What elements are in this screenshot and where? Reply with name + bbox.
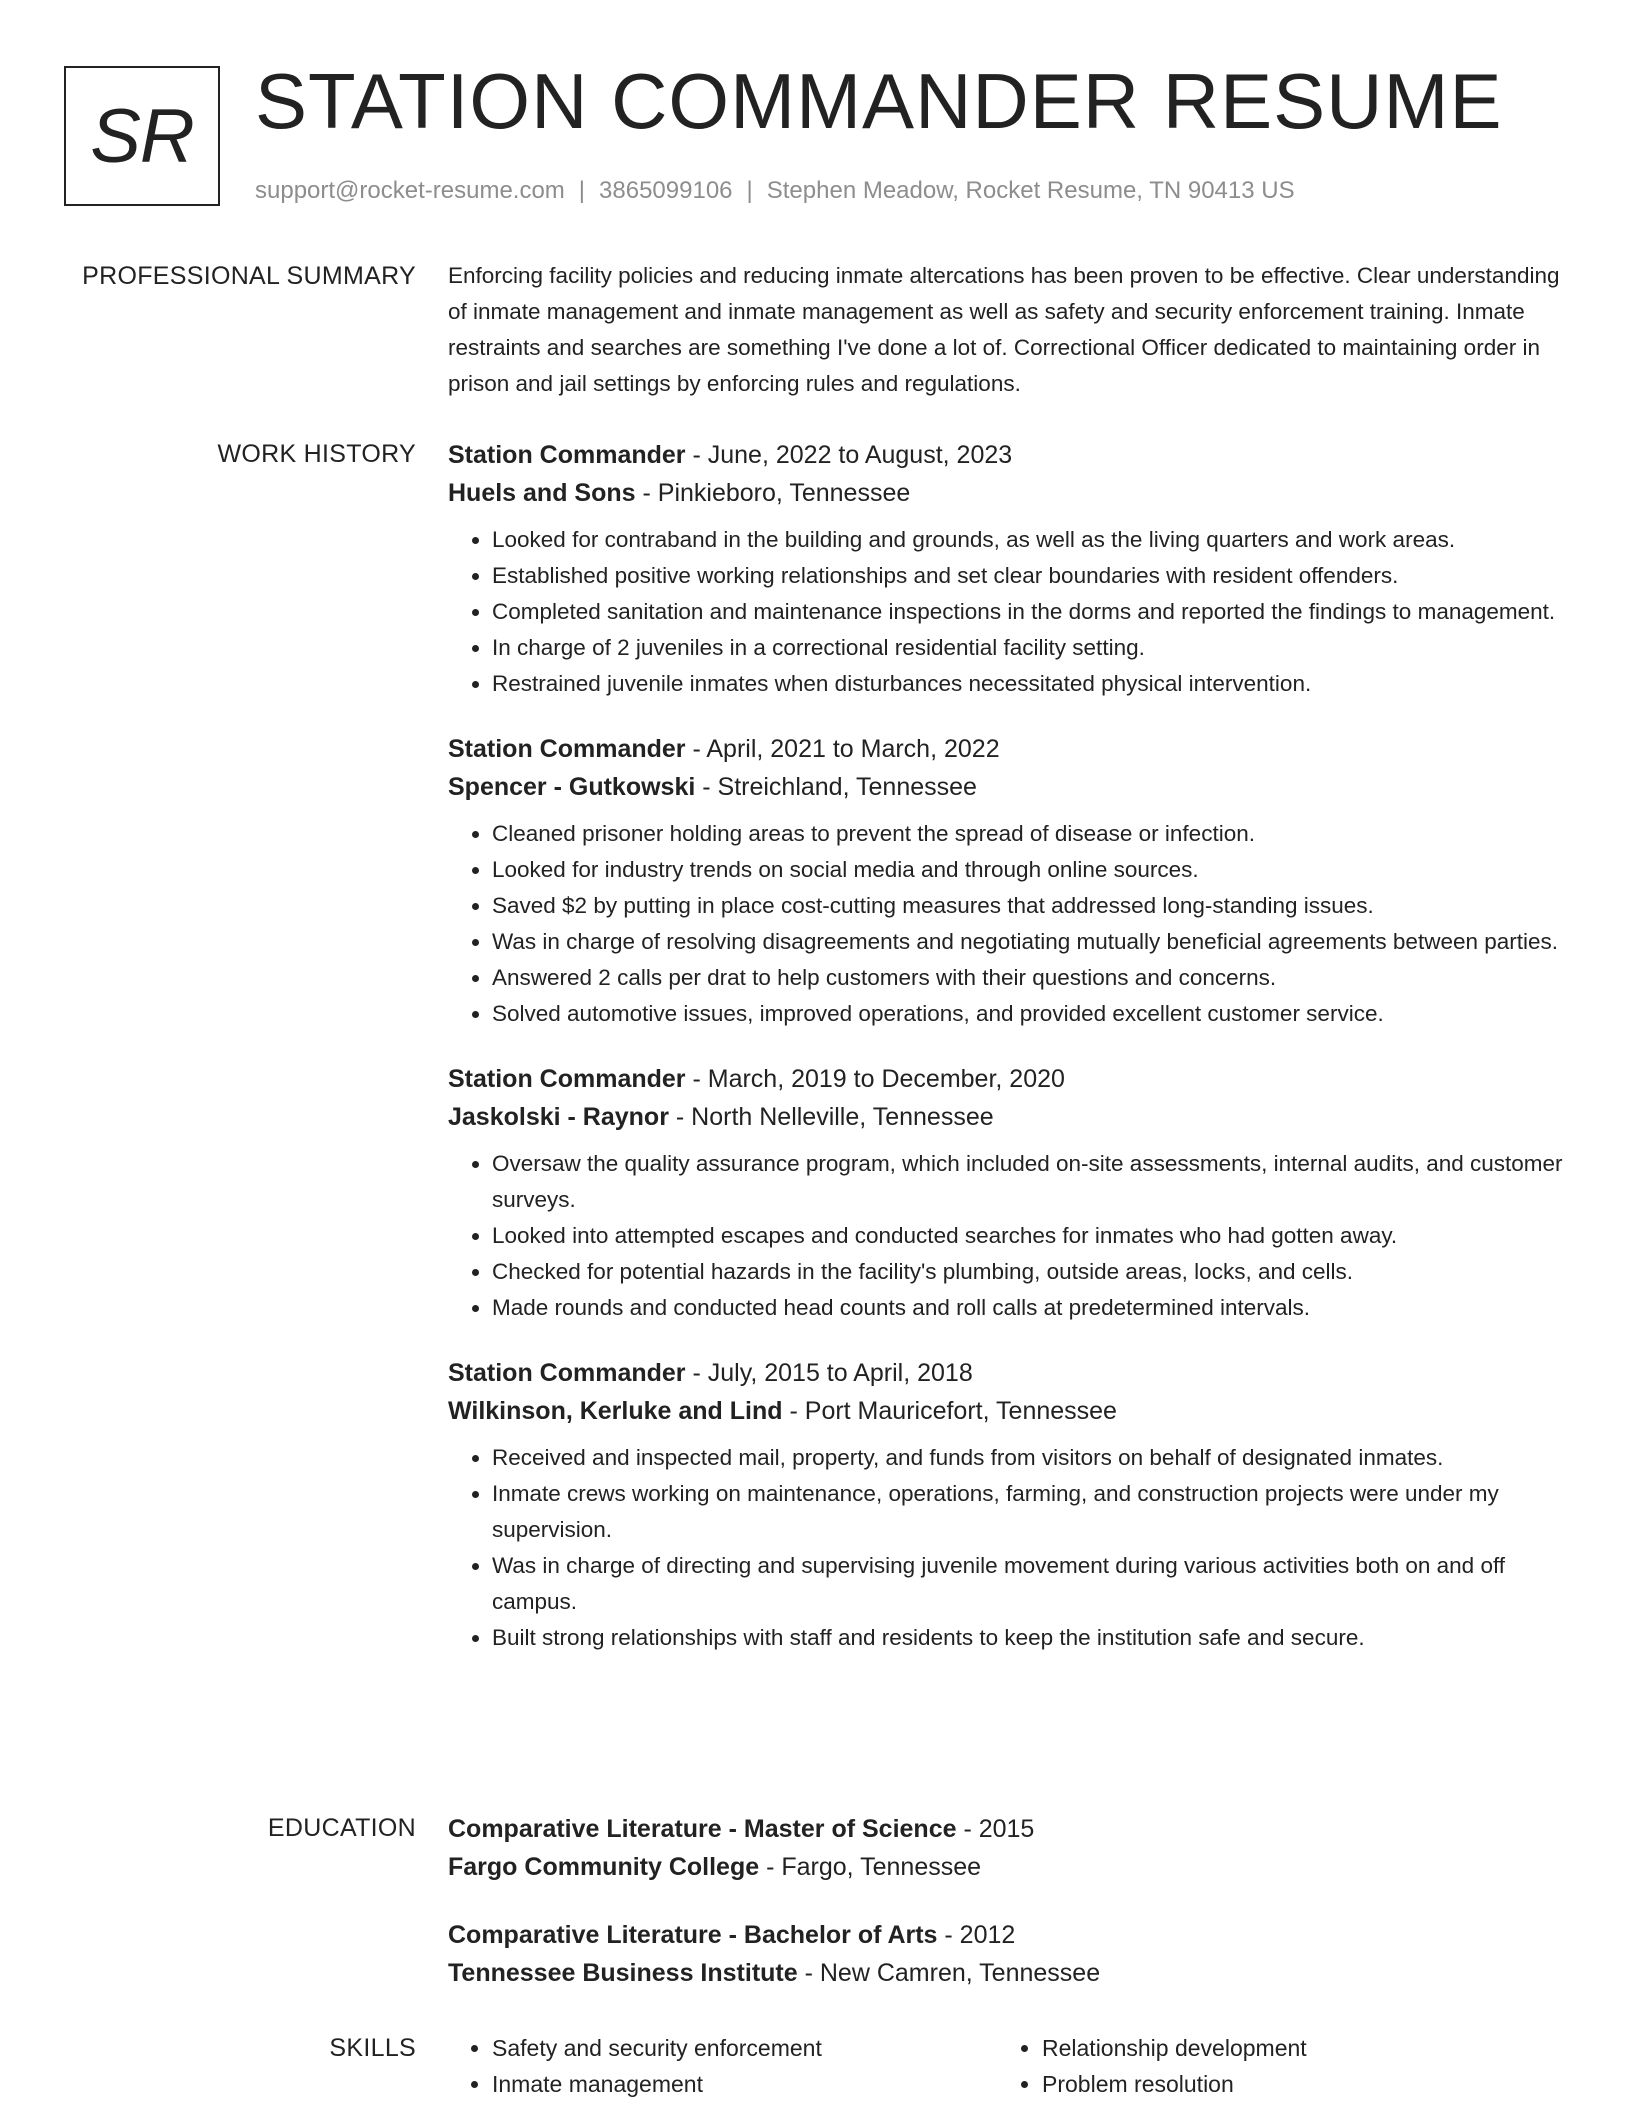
job-employer [448, 1098, 1568, 1136]
page-title: STATION COMMANDER RESUME [255, 57, 1503, 145]
education-heading: EDUCATION [267, 1814, 416, 1842]
skill-item: • Problem resolution [1042, 2066, 1548, 2102]
job-bullets [448, 816, 1568, 1032]
job-dates: - March, 2019 to December, 2020 [685, 1065, 1065, 1093]
summary-text: Enforcing facility policies and reducing inmate altercations has been proven to be effective. Clear understanding of inmate management and inmate management as well as safety and security enforcement training. Inmate restraints and searches are something I've done a lot of. Correctional Officer dedicated to maintaining order in prison and jail settings by enforcing rules and regulations. [448, 263, 1560, 396]
job-bullet: • Looked into attempted escapes and conducted searches for inmates who had gotten away. [492, 1218, 1568, 1254]
job-bullet: • Looked for industry trends on social media and through online sources. [492, 852, 1568, 888]
job-dates: - July, 2015 to April, 2018 [685, 1359, 973, 1387]
job-bullet: • Cleaned prisoner holding areas to prevent the spread of disease or infection. [492, 816, 1568, 852]
work-history-heading: WORK HISTORY [217, 440, 416, 468]
skill-item: • Inmate management [492, 2066, 998, 2102]
job-title: Station Commander [448, 441, 686, 469]
job-bullet: • Answered 2 calls per drat to help customers with their questions and concerns. [492, 960, 1568, 996]
job-title: Station Commander [448, 1359, 686, 1387]
job-title: Station Commander [448, 735, 686, 763]
job-company: Spencer - Gutkowski [448, 773, 696, 801]
work-history-body [448, 436, 1568, 1684]
job-entry [448, 1060, 1568, 1326]
contact-line [255, 174, 1295, 208]
job-dates: - June, 2022 to August, 2023 [685, 441, 1013, 469]
job-company: Wilkinson, Kerluke and Lind [448, 1397, 783, 1425]
job-location: - Pinkieboro, Tennessee [635, 479, 911, 507]
skills-columns [448, 2030, 1568, 2102]
monogram-badge [64, 66, 220, 206]
education-body [448, 1810, 1568, 2022]
job-dates: - April, 2021 to March, 2022 [685, 735, 1000, 763]
job-bullets [448, 1146, 1568, 1326]
education-location: - New Camren, Tennessee [797, 1959, 1101, 1987]
education-degree: Comparative Literature - Master of Science [448, 1815, 957, 1843]
education-school: Fargo Community College [448, 1853, 760, 1881]
job-bullet: • Oversaw the quality assurance program, which included on-site assessments, internal audits, and customer surveys. [492, 1146, 1568, 1218]
job-bullets [448, 1440, 1568, 1656]
skills-list-left [448, 2030, 998, 2102]
education-school-line [448, 1848, 1568, 1886]
job-entry [448, 1354, 1568, 1656]
job-entry [448, 436, 1568, 702]
job-heading [448, 1354, 1568, 1392]
skills-body [448, 2030, 1568, 2102]
job-title: Station Commander [448, 1065, 686, 1093]
education-year: - 2015 [956, 1815, 1035, 1843]
job-bullet: • Solved automotive issues, improved operations, and provided excellent customer service. [492, 996, 1568, 1032]
education-entry [448, 1916, 1568, 1992]
job-entry [448, 730, 1568, 1032]
job-employer [448, 768, 1568, 806]
education-degree: Comparative Literature - Bachelor of Arts [448, 1921, 938, 1949]
education-year: - 2012 [937, 1921, 1016, 1949]
job-bullet: • Restrained juvenile inmates when disturbances necessitated physical intervention. [492, 666, 1568, 702]
education-school-line [448, 1954, 1568, 1992]
skills-heading: SKILLS [329, 2034, 416, 2062]
job-employer [448, 1392, 1568, 1430]
contact-separator: | [578, 177, 586, 204]
job-bullet: • Received and inspected mail, property, and funds from visitors on behalf of designated inmates. [492, 1440, 1568, 1476]
job-bullet: • Was in charge of directing and supervising juvenile movement during various activities both on and off campus. [492, 1548, 1568, 1620]
job-bullet: • Saved $2 by putting in place cost-cutting measures that addressed long-standing issues. [492, 888, 1568, 924]
job-bullet: • Looked for contraband in the building and grounds, as well as the living quarters and work areas. [492, 522, 1568, 558]
job-location: - Streichland, Tennessee [695, 773, 977, 801]
job-bullet: • Completed sanitation and maintenance inspections in the dorms and reported the findings to management. [492, 594, 1568, 630]
summary-heading: PROFESSIONAL SUMMARY [82, 262, 416, 290]
job-bullets [448, 522, 1568, 702]
job-heading [448, 730, 1568, 768]
summary-body [448, 258, 1568, 402]
skills-list-right [998, 2030, 1548, 2102]
education-school: Tennessee Business Institute [448, 1959, 798, 1987]
skill-item: • Relationship development [1042, 2030, 1548, 2066]
job-bullet: • Built strong relationships with staff and residents to keep the institution safe and secure. [492, 1620, 1568, 1656]
monogram-initials: SR [90, 93, 194, 179]
contact-phone[interactable]: 3865099106 [599, 177, 733, 204]
job-company: Jaskolski - Raynor [448, 1103, 669, 1131]
contact-email[interactable]: support@rocket-resume.com [255, 177, 565, 204]
job-bullet: • Inmate crews working on maintenance, operations, farming, and construction projects were under my supervision. [492, 1476, 1568, 1548]
education-entry [448, 1810, 1568, 1886]
job-bullet: • In charge of 2 juveniles in a correctional residential facility setting. [492, 630, 1568, 666]
education-degree-line [448, 1916, 1568, 1954]
contact-separator: | [746, 177, 753, 204]
job-bullet: • Established positive working relationships and set clear boundaries with resident offenders. [492, 558, 1568, 594]
job-company: Huels and Sons [448, 479, 636, 507]
job-heading [448, 436, 1568, 474]
education-degree-line [448, 1810, 1568, 1848]
job-location: - North Nelleville, Tennessee [668, 1103, 994, 1131]
job-bullet: • Made rounds and conducted head counts and roll calls at predetermined intervals. [492, 1290, 1568, 1326]
job-heading [448, 1060, 1568, 1098]
job-employer [448, 474, 1568, 512]
job-bullet: • Was in charge of resolving disagreements and negotiating mutually beneficial agreements between parties. [492, 924, 1568, 960]
contact-address: Stephen Meadow, Rocket Resume, TN 90413 US [766, 177, 1295, 204]
job-location: - Port Mauricefort, Tennessee [782, 1397, 1117, 1425]
job-bullet: • Checked for potential hazards in the facility's plumbing, outside areas, locks, and cells. [492, 1254, 1568, 1290]
skill-item: • Safety and security enforcement [492, 2030, 998, 2066]
education-location: - Fargo, Tennessee [759, 1853, 982, 1881]
